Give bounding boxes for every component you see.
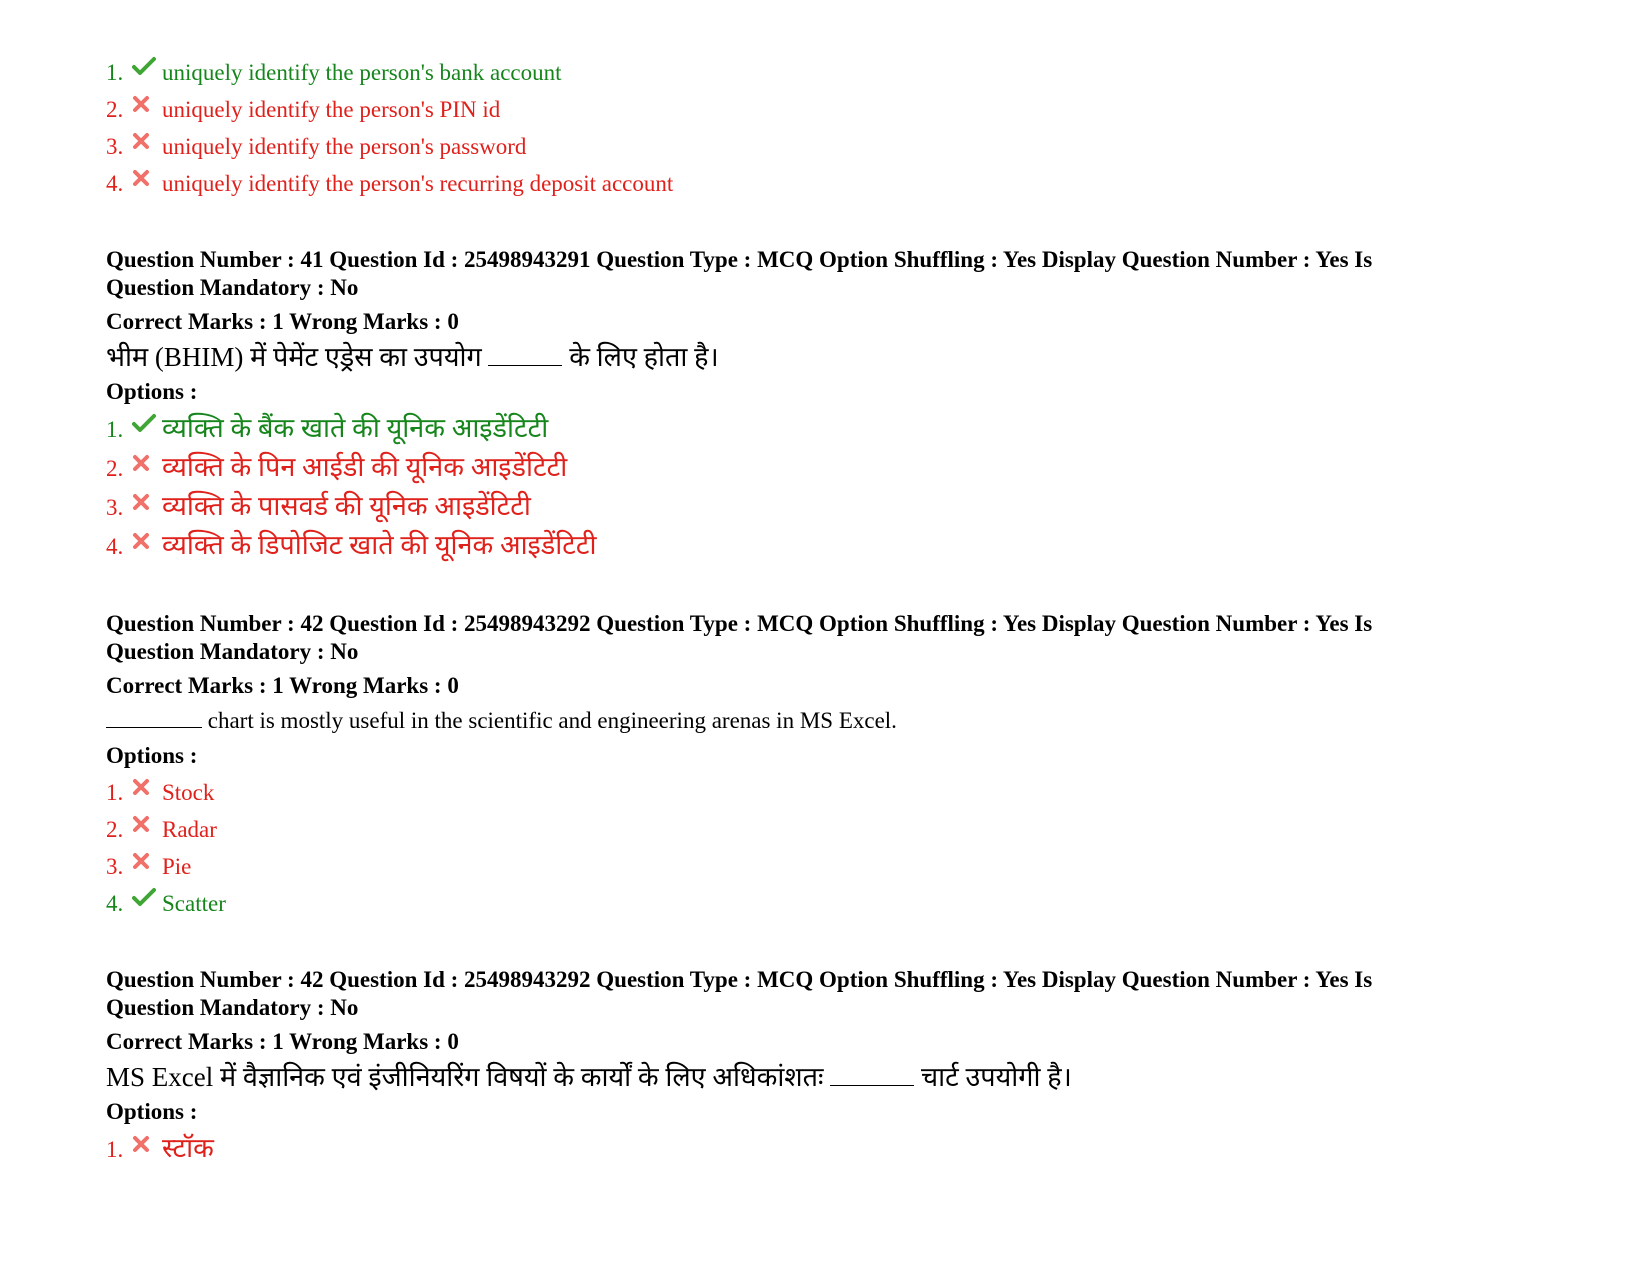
option-row (106, 132, 1526, 169)
option-number: 1. (106, 417, 124, 442)
option-row (106, 453, 1526, 492)
option-row (106, 531, 1526, 570)
question-text (106, 706, 1526, 736)
option-row (106, 889, 1526, 926)
option-text: स्टॉक (162, 1133, 214, 1163)
option-row (106, 95, 1526, 132)
question-42-hindi (106, 966, 1526, 1173)
cross-icon (132, 454, 162, 472)
option-text: Pie (162, 854, 192, 879)
question-meta-line: Question Number : 42 Question Id : 25498943292 Question Type : MCQ Option Shuffling : Yes Display Question Number : Yes Is (106, 967, 1373, 992)
cross-icon (132, 169, 162, 187)
question-meta-line: Question Mandatory : No (106, 995, 359, 1020)
question-meta-line: Question Number : 41 Question Id : 25498943291 Question Type : MCQ Option Shuffling : Yes Display Question Number : Yes Is (106, 247, 1373, 272)
check-icon (132, 413, 162, 433)
option-text: Radar (162, 817, 217, 842)
option-row (106, 852, 1526, 889)
option-text: व्यक्ति के बैंक खाते की यूनिक आइडेंटिटी (162, 413, 549, 443)
question-text-part: भीम (BHIM) में पेमेंट एड्रेस का उपयोग (106, 342, 482, 372)
option-number: 1. (106, 1137, 124, 1162)
question-marks: Correct Marks : 1 Wrong Marks : 0 (106, 309, 459, 334)
question-text-part: चार्ट उपयोगी है। (921, 1062, 1072, 1092)
prev-question-options (106, 58, 1526, 206)
question-41 (106, 246, 1526, 570)
option-row (106, 778, 1526, 815)
cross-icon (132, 815, 162, 833)
option-number: 4. (106, 171, 124, 196)
option-number: 4. (106, 534, 124, 559)
option-number: 4. (106, 891, 124, 916)
option-row (106, 815, 1526, 852)
option-row (106, 169, 1526, 206)
question-meta-line: Question Number : 42 Question Id : 25498943292 Question Type : MCQ Option Shuffling : Yes Display Question Number : Yes Is (106, 611, 1373, 636)
options-label: Options : (106, 743, 198, 768)
check-icon (132, 887, 162, 907)
question-text (106, 342, 1526, 372)
option-text: uniquely identify the person's bank account (162, 60, 562, 85)
question-meta-line: Question Mandatory : No (106, 275, 359, 300)
question-meta (106, 246, 1526, 302)
option-number: 1. (106, 60, 124, 85)
question-text-part: chart is mostly useful in the scientific and engineering arenas in MS Excel. (207, 708, 897, 733)
answer-blank (488, 345, 562, 366)
question-text (106, 1062, 1526, 1092)
option-text: Scatter (162, 891, 226, 916)
answer-blank (106, 707, 202, 728)
option-text: uniquely identify the person's PIN id (162, 97, 501, 122)
option-text: व्यक्ति के पासवर्ड की यूनिक आइडेंटिटी (162, 491, 531, 521)
question-marks: Correct Marks : 1 Wrong Marks : 0 (106, 673, 459, 698)
option-number: 1. (106, 780, 124, 805)
option-text: uniquely identify the person's recurring deposit account (162, 171, 674, 196)
question-42-english (106, 610, 1526, 926)
question-meta (106, 966, 1526, 1022)
check-icon (132, 56, 162, 76)
option-row (106, 1134, 1526, 1173)
question-text-part: के लिए होता है। (569, 342, 719, 372)
option-row (106, 414, 1526, 453)
option-row (106, 58, 1526, 95)
cross-icon (132, 493, 162, 511)
options-label: Options : (106, 1099, 198, 1124)
option-number: 3. (106, 134, 124, 159)
cross-icon (132, 95, 162, 113)
cross-icon (132, 778, 162, 796)
option-number: 2. (106, 97, 124, 122)
question-marks: Correct Marks : 1 Wrong Marks : 0 (106, 1029, 459, 1054)
option-text: व्यक्ति के डिपोजिट खाते की यूनिक आइडेंटिटी (162, 530, 597, 560)
option-text: व्यक्ति के पिन आईडी की यूनिक आइडेंटिटी (162, 452, 568, 482)
question-meta (106, 610, 1526, 666)
options-label: Options : (106, 379, 198, 404)
question-meta-line: Question Mandatory : No (106, 639, 359, 664)
question-paper-page (106, 58, 1526, 1173)
option-number: 3. (106, 854, 124, 879)
option-text: Stock (162, 780, 215, 805)
option-number: 2. (106, 456, 124, 481)
answer-blank (830, 1065, 914, 1086)
option-row (106, 492, 1526, 531)
option-number: 3. (106, 495, 124, 520)
option-text: uniquely identify the person's password (162, 134, 527, 159)
option-number: 2. (106, 817, 124, 842)
cross-icon (132, 532, 162, 550)
cross-icon (132, 132, 162, 150)
question-text-part: MS Excel में वैज्ञानिक एवं इंजीनियरिंग विषयों के कार्यों के लिए अधिकांशतः (106, 1062, 824, 1092)
cross-icon (132, 852, 162, 870)
cross-icon (132, 1135, 162, 1153)
